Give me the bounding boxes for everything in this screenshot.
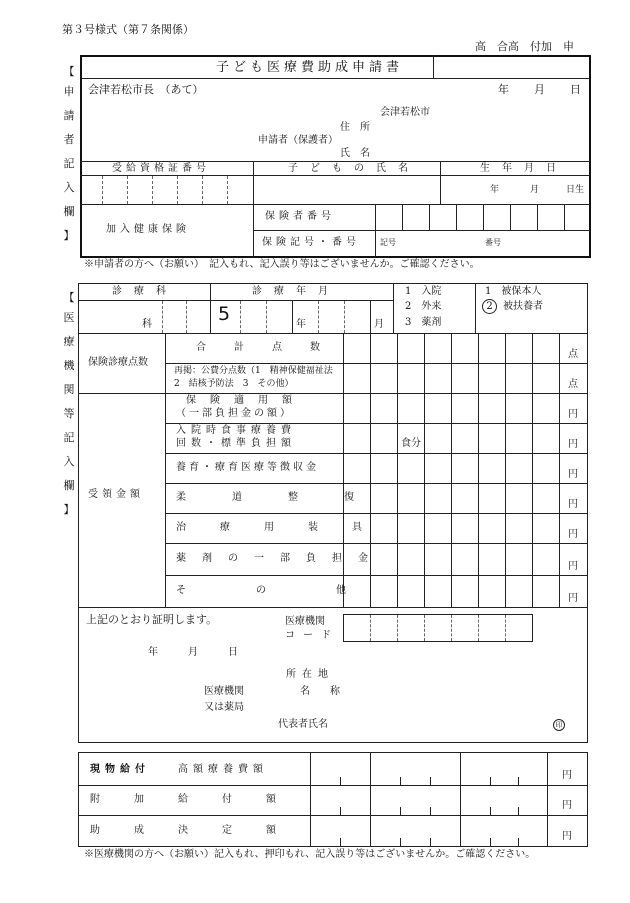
insured-selected-circle[interactable]: 2 bbox=[482, 299, 497, 314]
cert-statement: 上記のとおり証明します。 bbox=[86, 613, 218, 626]
points-label: 保険診療点数 bbox=[88, 357, 148, 368]
child-name-header: 子どもの氏名 bbox=[288, 163, 420, 174]
medical-side-label: 【 医 療 機 関 等 記 入 欄 】 bbox=[63, 291, 75, 516]
institution-name-label: 名 称 bbox=[300, 686, 340, 697]
applicant-note: ※申請者の方へ（お願い） 記入もれ、記入誤り等はございませんか。ご確認ください。 bbox=[84, 259, 480, 270]
yen-2: 円 bbox=[568, 439, 578, 450]
year-unit: 年 bbox=[296, 319, 306, 330]
dept-unit: 科 bbox=[142, 319, 152, 330]
date-day: 日 bbox=[570, 83, 581, 96]
form-number: 第３号様式（第７条関係） bbox=[62, 23, 194, 36]
points-unit-2: 点 bbox=[568, 379, 578, 390]
insurance-label: 加入健康保険 bbox=[106, 224, 190, 235]
additional-benefit-label: 附加給付額 bbox=[90, 794, 310, 805]
received-label: 受領金額 bbox=[88, 489, 144, 500]
subsidy-decision-label: 助成決定額 bbox=[90, 825, 310, 836]
type-outpatient[interactable]: 2 外来 bbox=[405, 301, 442, 312]
yen-4: 円 bbox=[568, 499, 578, 510]
type-inpatient[interactable]: 1 入院 bbox=[405, 286, 442, 297]
insurer-no-label: 保険者番号 bbox=[265, 211, 335, 222]
bottom-yen-2: 円 bbox=[562, 800, 572, 811]
bottom-yen-1: 円 bbox=[562, 770, 572, 781]
year-value[interactable]: 5 bbox=[218, 303, 231, 325]
dept-header: 診療科 bbox=[112, 286, 178, 297]
row-insurance-amount: 保険適用額 bbox=[186, 395, 306, 406]
insurance-sign-label: 保険記号・番号 bbox=[262, 237, 360, 248]
period-header: 診療年月 bbox=[252, 286, 340, 297]
yen-6: 円 bbox=[568, 561, 578, 572]
yen-5: 円 bbox=[568, 529, 578, 540]
birth-year: 年 bbox=[490, 185, 500, 195]
date-year: 年 bbox=[498, 83, 509, 96]
number-label: 番号 bbox=[485, 238, 501, 247]
row-meal-sub: 回数・標準負担額 bbox=[176, 438, 296, 449]
public-points-label: 再掲：公費分点数（1 精神保健福祉法 bbox=[174, 366, 333, 376]
date-month: 月 bbox=[534, 83, 545, 96]
row-orthosis: 治療用装具 bbox=[176, 522, 396, 533]
points-unit-1: 点 bbox=[568, 349, 578, 360]
insured-dependent[interactable]: 被扶養者 bbox=[503, 301, 543, 312]
row-drug-copay: 薬剤の一部負担金 bbox=[176, 553, 384, 564]
month-unit: 月 bbox=[374, 319, 384, 330]
birth-month: 月 bbox=[530, 185, 540, 195]
yen-1: 円 bbox=[568, 409, 578, 420]
seal-mark: 印 bbox=[553, 719, 565, 731]
birth-header: 生年月日 bbox=[480, 163, 568, 174]
sign-label: 記号 bbox=[380, 238, 396, 247]
form-title: 子ども医療費助成申請書 bbox=[216, 60, 404, 75]
applicant-side-label: 【 申 請 者 記 入 欄 】 bbox=[63, 65, 75, 242]
address-label: 住 所 bbox=[340, 122, 370, 133]
institution-label-1: 医療機関 bbox=[204, 686, 244, 697]
cert-no-header: 受給資格証番号 bbox=[112, 163, 210, 174]
row-meal-extra: 食分 bbox=[401, 438, 421, 449]
applicant-city: 会津若松市 bbox=[380, 107, 430, 118]
row-meal: 入院時食事療養費 bbox=[176, 425, 296, 436]
public-points-label2: 2 結核予防法 3 その他） bbox=[174, 379, 294, 389]
bottom-yen-3: 円 bbox=[562, 831, 572, 842]
medical-note: ※医療機関の方へ（お願い）記入もれ、押印もれ、記入誤り等はございませんか。ご確認ください。 bbox=[84, 849, 536, 860]
cert-date: 年 月 日 bbox=[148, 647, 238, 658]
row-upbringing: 養育・療育医療等徴収金 bbox=[176, 462, 319, 473]
total-points-label: 合計点数 bbox=[196, 342, 348, 353]
birth-day: 日生 bbox=[566, 185, 585, 195]
insured-self[interactable]: 1 被保本人 bbox=[485, 286, 542, 297]
row-insurance-amount-sub: （一部負担金の額） bbox=[176, 408, 293, 419]
addressee: 会津若松市長 （あて） bbox=[88, 83, 204, 96]
in-kind-label: 現物給付 bbox=[90, 764, 150, 775]
representative-label: 代表者氏名 bbox=[278, 719, 328, 730]
code-label-2: コード bbox=[285, 630, 339, 641]
office-marks: 高 合高 付加 申 bbox=[475, 40, 574, 53]
institution-label-2: 又は薬局 bbox=[204, 702, 244, 713]
type-drug[interactable]: 3 薬剤 bbox=[405, 317, 442, 328]
location-label: 所在地 bbox=[286, 669, 334, 680]
name-label: 氏 名 bbox=[340, 148, 370, 159]
yen-7: 円 bbox=[568, 593, 578, 604]
code-label-1: 医療機関 bbox=[285, 616, 325, 627]
yen-3: 円 bbox=[568, 469, 578, 480]
high-cost-label: 高額療養費額 bbox=[178, 764, 268, 775]
row-judo: 柔道整復 bbox=[176, 492, 400, 503]
row-other: その他 bbox=[176, 585, 416, 596]
applicant-label: 申請者（保護者） bbox=[258, 135, 338, 146]
